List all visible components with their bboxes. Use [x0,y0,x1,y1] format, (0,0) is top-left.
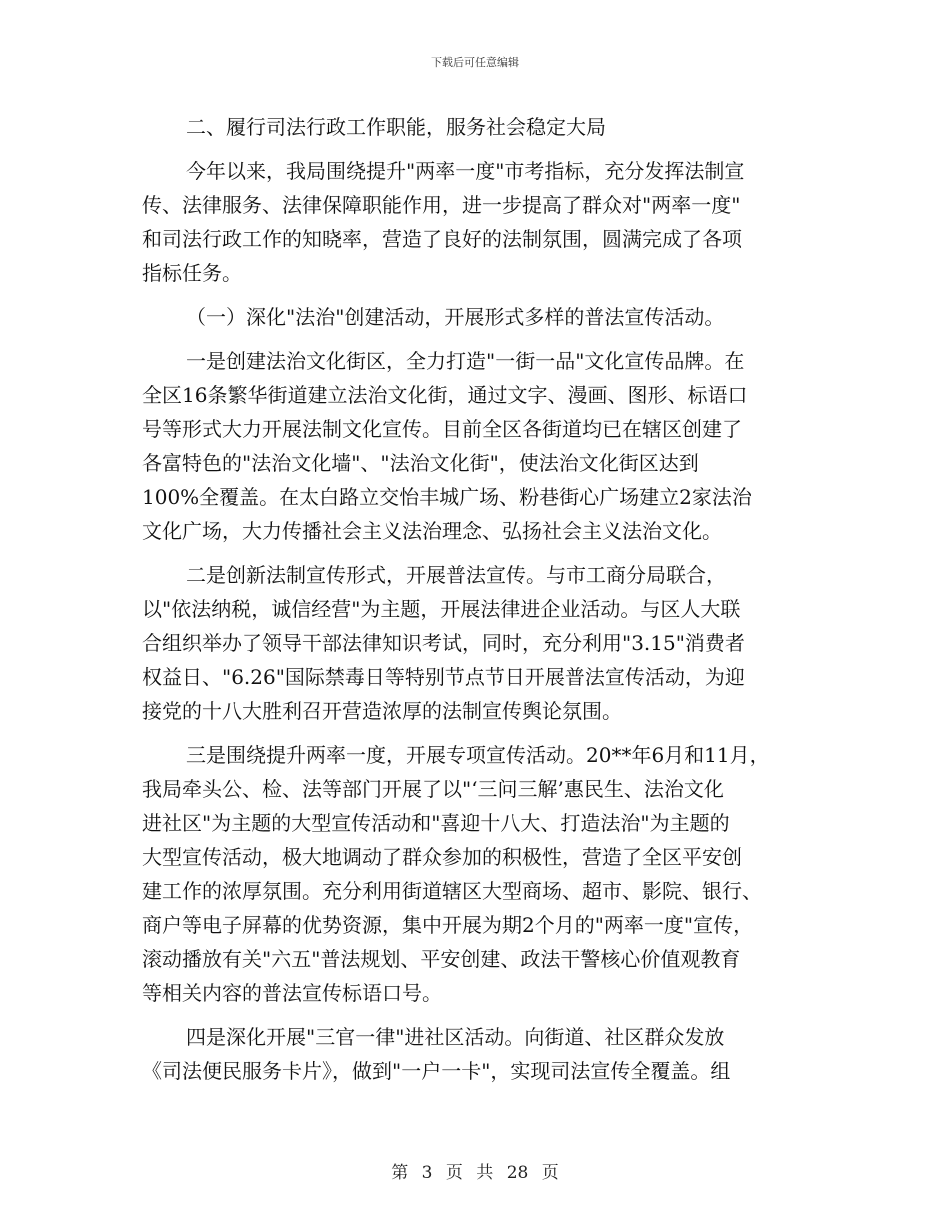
text-line: 滚动播放有关"六五"普法规划、平安创建、政法干警核心价值观教育 [142,947,741,971]
text-line: 《司法便民服务卡片》，做到"一户一卡"，实现司法宣传全覆盖。组 [142,1059,731,1083]
paragraph-gap [142,1010,814,1020]
text-line: 二是创新法制宣传形式，开展普法宣传。与市工商分局联合， [186,563,726,587]
text-line: 100%全覆盖。在太白路立交怡丰城广场、粉巷街心广场建立2家法治 [142,485,752,509]
paragraph-gap [142,290,814,300]
text-line: 今年以来，我局围绕提升"两率一度"市考指标，充分发挥法制宣 [186,159,745,183]
text-line: 传、法律服务、法律保障职能作用，进一步提高了群众对"两率一度" [142,193,741,217]
text-line: 接党的十八大胜利召开营造浓厚的法制宣传舆论氛围。 [142,699,622,723]
text-line: 权益日、"6.26"国际禁毒日等特别节点节日开展普法宣传活动，为迎 [142,665,745,689]
text-line: 一是创建法治文化街区，全力打造"一街一品"文化宣传品牌。在 [186,349,745,373]
footer-label-page-unit: 页 [445,1163,463,1183]
footer-total-pages: 28 [506,1163,529,1183]
footer-label-total-unit: 页 [541,1163,559,1183]
text-line: 等相关内容的普法宣传标语口号。 [142,981,442,1005]
text-line: 和司法行政工作的知晓率，营造了良好的法制氛围，圆满完成了各项 [142,227,742,251]
paragraph-gap [142,334,814,344]
text-line: 四是深化开展"三官一律"进社区活动。向街道、社区群众发放 [186,1025,725,1049]
page-footer [0,1158,950,1183]
text-line: 指标任务。 [142,261,242,285]
paragraph-gap [142,144,814,154]
page-header-note: 下载后可任意编辑 [431,56,519,69]
text-line: 全区16条繁华街道建立法治文化街，通过文字、漫画、图形、标语口 [142,383,748,407]
text-line: 商户等电子屏幕的优势资源，集中开展为期2个月的"两率一度"宣传， [142,913,754,937]
footer-label-total: 共 [476,1163,494,1183]
text-line: 各富特色的"法治文化墙"、"法治文化街"，使法治文化街区达到 [142,451,699,475]
text-line: 号等形式大力开展法制文化宣传。目前全区各街道均已在辖区创建了 [142,417,742,441]
text-line: 合组织举办了领导干部法律知识考试，同时，充分利用"3.15"消费者 [142,631,745,655]
text-line: （一）深化"法治"创建活动，开展形式多样的普法宣传活动。 [186,305,725,329]
paragraph-gap [142,548,814,558]
paragraph-gap [142,728,814,738]
text-line: 建工作的浓厚氛围。充分利用街道辖区大型商场、超市、影院、银行、 [142,879,762,903]
text-line: 我局牵头公、检、法等部门开展了以"‘三问三解’惠民生、法治文化 [142,777,724,801]
text-line: 进社区"为主题的大型宣传活动和"喜迎十八大、打造法治"为主题的 [142,811,730,835]
footer-label-page: 第 [391,1163,409,1183]
footer-current-page: 3 [421,1163,433,1183]
text-line: 大型宣传活动，极大地调动了群众参加的积极性，营造了全区平安创 [142,845,742,869]
text-line: 以"依法纳税，诚信经营"为主题，开展法律进企业活动。与区人大联 [142,597,741,621]
text-line: 二、履行司法行政工作职能，服务社会稳定大局 [186,115,606,139]
text-line: 三是围绕提升两率一度，开展专项宣传活动。20**年6月和11月， [186,743,770,767]
document-body [142,110,814,1088]
text-line: 文化广场，大力传播社会主义法治理念、弘扬社会主义法治文化。 [142,519,722,543]
